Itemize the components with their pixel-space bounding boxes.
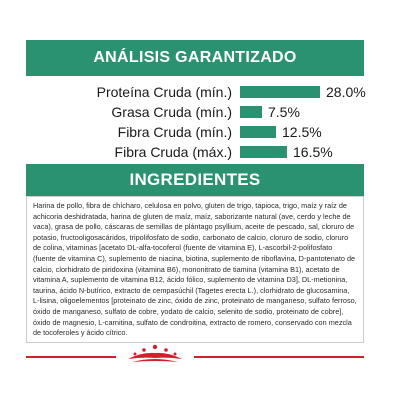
analysis-row-fibra-cruda-min: [26, 123, 364, 141]
analysis-label: Fibra Cruda (máx.): [114, 144, 232, 160]
analysis-row-grasa-cruda-min: [26, 103, 364, 121]
analysis-row-proteina-cruda-min: [26, 83, 364, 101]
analysis-label: Grasa Cruda (mín.): [111, 104, 232, 120]
analysis-label: Fibra Cruda (mín.): [117, 124, 232, 140]
ingredients-title: INGREDIENTES: [26, 164, 364, 196]
analysis-value: 16.5%: [293, 144, 333, 160]
analysis-bar: [240, 126, 276, 138]
analysis-value: 28.0%: [326, 84, 366, 100]
analysis-value: 12.5%: [282, 124, 322, 140]
ingredients-box: [26, 196, 364, 343]
footer-divider-left: [26, 356, 116, 358]
footer-divider-right: [194, 356, 364, 358]
analysis-title: ANÁLISIS GARANTIZADO: [26, 40, 364, 76]
analysis-bar: [240, 106, 262, 118]
analysis-bar: [240, 146, 287, 158]
analysis-value: 7.5%: [268, 104, 300, 120]
royal-canin-crown-icon: [122, 344, 188, 366]
analysis-bar: [240, 86, 320, 98]
analysis-label: Proteína Cruda (mín.): [96, 84, 232, 100]
ingredients-text: Harina de pollo, fibra de chícharo, celulosa en polvo, gluten de trigo, tapioca, trigo, maíz y raíz de achicoria deshidratada, harina de gluten de maíz, maíz, saborizante natural (ave, cerdo y leche de vaca), grasa de pollo, cáscaras de semillas de plántago psyllium, aceite de pescado, sal, cloruro de potasio, fructooligosacáridos, tripolifosfato de sodio, carbonato de calcio, cloruro de sodio, cloruro de colina, vitaminas [acetato DL-alfa-tocoferol (fuente de vitamina E), L-ascorbil-2-polifosfato (fuente de vitamina C), suplemento de niacina, biotina, suplemento de riboflavina, D-pantotenato de calcio, clorhidrato de piridoxina (vitamina B6), mononitrato de tiamina (vitamina B1), acetato de vitamina A, suplemento de vitamina B12, ácido fólico, suplemento de vitamina D3], DL-metionina, taurina, ácido N-butírico, extracto de cempasúchil (Tagetes erecta L.), clorhidrato de glucosamina, L-lisina, oligoelementos [proteinato de zinc, óxido de zinc, proteinato de manganeso, sulfato ferroso, óxido de manganeso, sulfato de cobre, yodato de calcio, selenito de sodio, proteinato de cobre], óxido de magnesio, L-carnitina, sulfato de condroitina, extracto de romero, conservado con mezcla de tocoferoles y ácido cítrico.: [33, 201, 357, 338]
analysis-row-fibra-cruda-max: [26, 143, 364, 161]
